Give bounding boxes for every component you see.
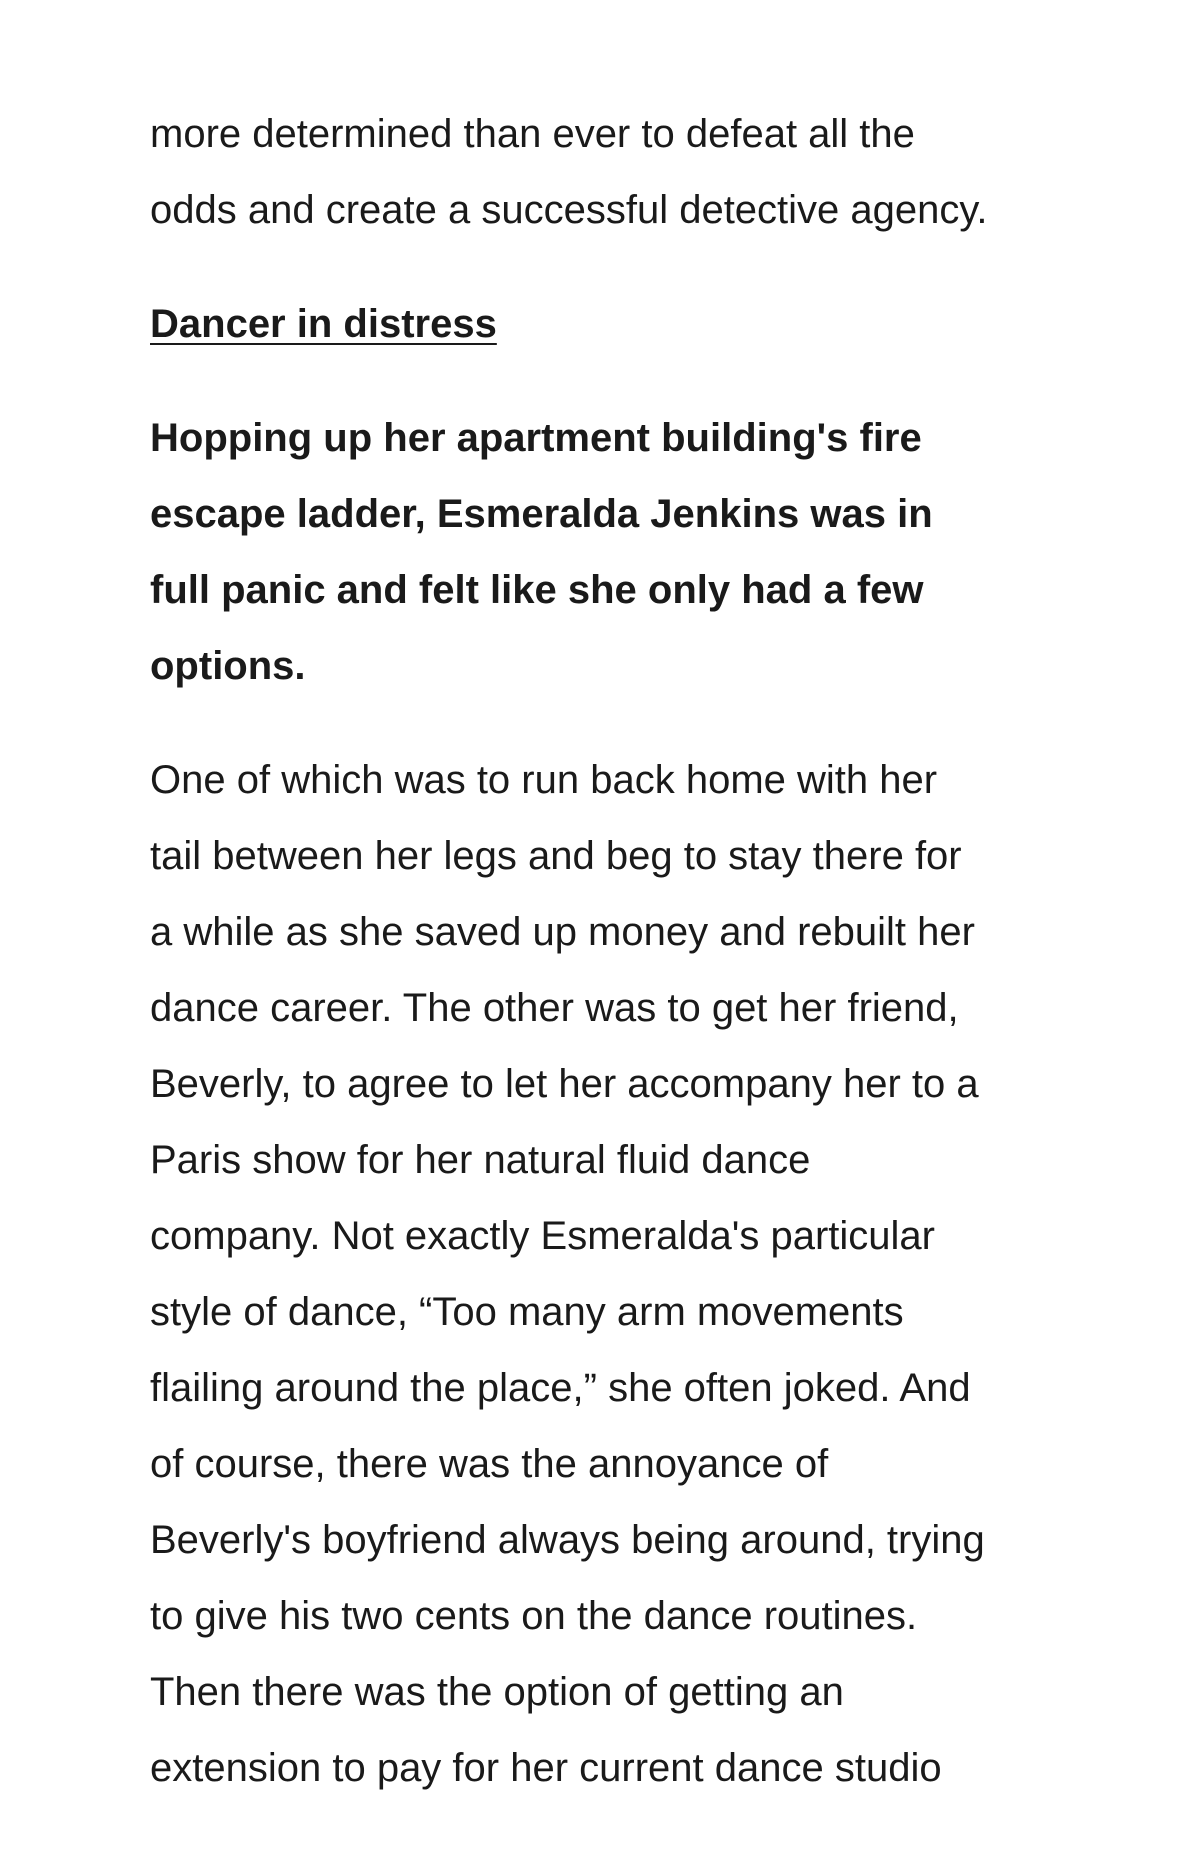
body-paragraph [150, 742, 1090, 1806]
text-line: escape ladder, Esmeralda Jenkins was in [150, 492, 933, 536]
text-line: flailing around the place,” she often joked. And [150, 1366, 971, 1410]
lead-paragraph [150, 400, 1090, 704]
text-line: of course, there was the annoyance of [150, 1442, 829, 1486]
text-line: Then there was the option of getting an [150, 1670, 844, 1714]
text-line: options. [150, 644, 306, 688]
document-page [150, 96, 1090, 1806]
text-line: style of dance, “Too many arm movements [150, 1290, 904, 1334]
text-line: One of which was to run back home with her [150, 758, 938, 802]
text-line: dance career. The other was to get her friend, [150, 986, 959, 1030]
text-line: Paris show for her natural fluid dance [150, 1138, 811, 1182]
intro-paragraph [150, 96, 1090, 248]
text-line: Hopping up her apartment building's fire [150, 416, 922, 460]
text-line: odds and create a successful detective agency. [150, 188, 988, 232]
text-line: Beverly, to agree to let her accompany her to a [150, 1062, 979, 1106]
text-line: full panic and felt like she only had a few [150, 568, 924, 612]
section-heading [150, 286, 1090, 362]
text-line: to give his two cents on the dance routines. [150, 1594, 918, 1638]
section-heading-text: Dancer in distress [150, 302, 497, 346]
text-line: company. Not exactly Esmeralda's particular [150, 1214, 935, 1258]
text-line: more determined than ever to defeat all the [150, 112, 915, 156]
text-line: tail between her legs and beg to stay there for [150, 834, 962, 878]
text-line: a while as she saved up money and rebuilt her [150, 910, 975, 954]
text-line: Beverly's boyfriend always being around, trying [150, 1518, 985, 1562]
text-line: extension to pay for her current dance studio [150, 1746, 942, 1790]
